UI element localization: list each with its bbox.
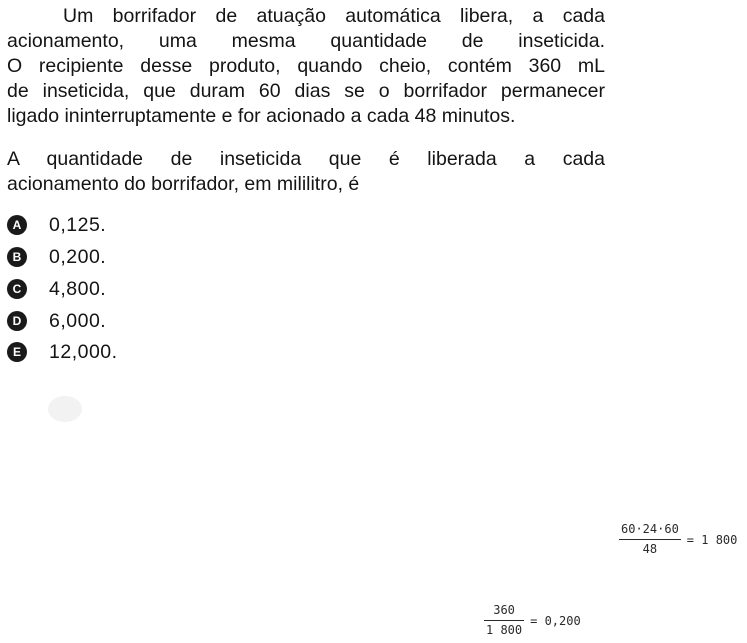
option-d[interactable] — [7, 308, 106, 334]
question-prompt — [7, 147, 605, 197]
fraction-bar — [619, 539, 681, 540]
option-letter-badge: B — [7, 247, 27, 267]
fraction-denominator: 48 — [642, 542, 658, 556]
option-text: 4,800. — [49, 277, 107, 300]
option-e[interactable] — [7, 339, 118, 365]
prompt-line: A quantidade de inseticida que é liberada a cada — [7, 148, 605, 170]
statement-line: O recipiente desse produto, quando cheio, contém 360 mL — [7, 55, 605, 77]
option-b[interactable] — [7, 244, 106, 270]
question-statement — [7, 4, 605, 129]
fraction — [484, 603, 524, 638]
option-letter-badge: E — [7, 342, 27, 362]
option-letter-badge: C — [7, 279, 27, 299]
prompt-line: acionamento do borrifador, em mililitro, é — [7, 173, 360, 195]
option-text: 6,000. — [49, 309, 107, 332]
statement-line: ligado ininterruptamente e for acionado a cada 48 minutos. — [7, 105, 516, 127]
option-letter-badge: A — [7, 215, 27, 235]
solution-step-1 — [619, 522, 737, 557]
fraction-numerator: 60·24·60 — [621, 522, 679, 536]
fraction-denominator: 1 800 — [486, 623, 523, 637]
solution-step-2 — [484, 603, 581, 638]
fraction-result: = 1 800 — [686, 532, 738, 547]
statement-line: acionamento, uma mesma quantidade de inseticida. — [7, 30, 605, 52]
decorative-blob — [48, 396, 82, 422]
fraction-numerator: 360 — [493, 603, 515, 617]
fraction-bar — [484, 620, 524, 621]
statement-line: Um borrifador de atuação automática libera, a cada — [63, 5, 605, 27]
option-a[interactable] — [7, 212, 106, 238]
fraction-result: = 0,200 — [530, 613, 581, 628]
option-text: 0,200. — [49, 245, 107, 268]
option-letter-badge: D — [7, 311, 27, 331]
option-c[interactable] — [7, 276, 106, 302]
option-text: 0,125. — [49, 213, 107, 236]
option-text: 12,000. — [49, 340, 118, 363]
statement-line: de inseticida, que duram 60 dias se o borrifador permanecer — [7, 80, 605, 102]
fraction — [619, 522, 681, 557]
